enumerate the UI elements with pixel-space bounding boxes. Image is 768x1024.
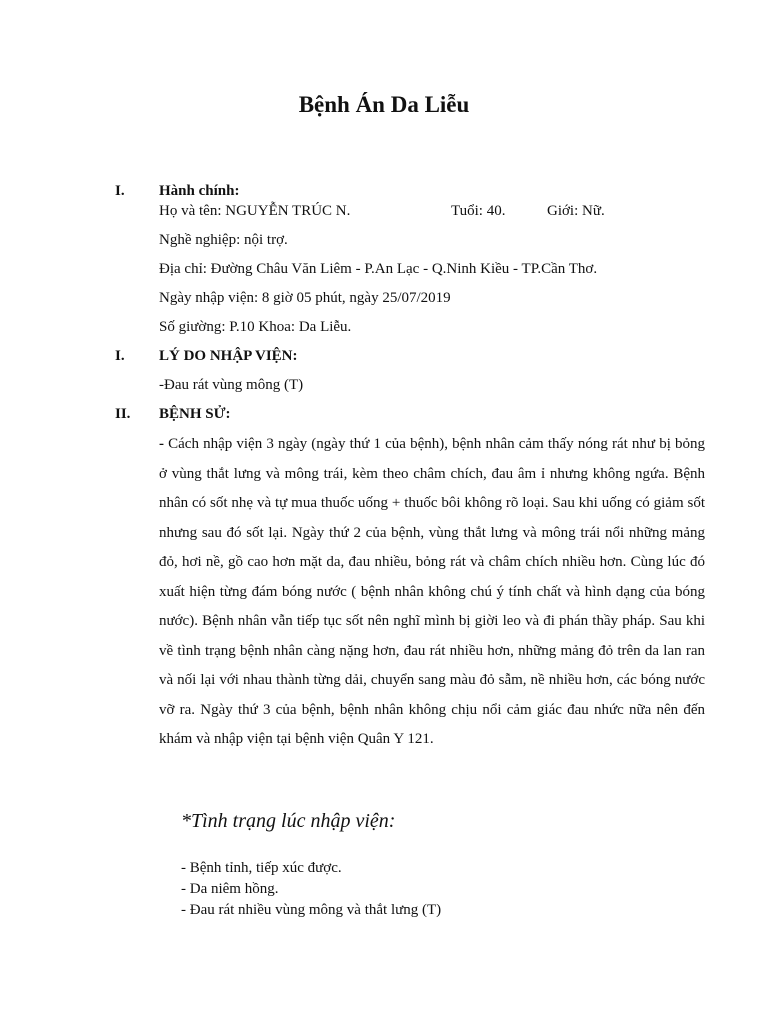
- patient-address: Địa chỉ: Đường Châu Văn Liêm - P.An Lạc - Q.Ninh Kiều - TP.Cần Thơ.: [159, 261, 598, 277]
- admission-date: Ngày nhập viện: 8 giờ 05 phút, ngày 25/07/2019: [159, 290, 451, 306]
- status-item: - Da niêm hồng.: [181, 881, 279, 897]
- bed-department: Số giường: P.10 Khoa: Da Liễu.: [159, 319, 352, 335]
- status-item: - Đau rát nhiều vùng mông và thắt lưng (T): [181, 902, 442, 918]
- section-numeral-history: II.: [115, 406, 131, 422]
- patient-name: Họ và tên: NGUYỄN TRÚC N.: [159, 203, 351, 219]
- history-paragraph: [159, 430, 705, 755]
- reason-text: -Đau rát vùng mông (T): [159, 377, 304, 393]
- section-heading-history: BỆNH SỬ:: [159, 406, 231, 422]
- patient-gender: Giới: Nữ.: [547, 203, 605, 219]
- section-heading-admin: Hành chính:: [159, 183, 240, 199]
- document-title: Bệnh Án Da Liễu: [298, 92, 470, 117]
- section-heading-reason: LÝ DO NHẬP VIỆN:: [159, 348, 298, 364]
- section-numeral-admin: I.: [115, 183, 125, 199]
- status-item: - Bệnh tỉnh, tiếp xúc được.: [181, 860, 342, 876]
- admission-status-heading: *Tình trạng lúc nhập viện:: [181, 810, 396, 832]
- history-dash: -: [159, 436, 164, 452]
- patient-occupation: Nghề nghiệp: nội trợ.: [159, 232, 288, 248]
- history-text: Cách nhập viện 3 ngày (ngày thứ 1 của bệnh), bệnh nhân cảm thấy nóng rát như bị bỏng ở vùng thắt lưng và mông trái, kèm theo châm chích, đau âm ỉ nhưng không ngứa. Bệnh nhân có sốt nhẹ và tự mua thuốc uống + thuốc bôi không rõ loại. Sau khi uống có giảm sốt nhưng sau đó sốt lại. Ngày thứ 2 của bệnh, vùng thắt lưng và mông trái nổi những mảng đỏ, hơi nề, gồ cao hơn mặt da, đau nhiều, bỏng rát và châm chích nhiều hơn. Cùng lúc đó xuất hiện từng đám bóng nước ( bệnh nhân không chú ý tính chất và hình dạng của bóng nước). Bệnh nhân vẫn tiếp tục sốt nên nghĩ mình bị giời leo và đi phán thầy pháp. Sau khi về tình trạng bệnh nhân càng nặng hơn, đau rát nhiều hơn, những mảng đỏ trên da lan ran và nối lại với nhau thành từng dải, chuyển sang màu đỏ sẫm, nề nhiều hơn, các bóng nước vỡ ra. Ngày thứ 3 của bệnh, bệnh nhân không chịu nổi cảm giác đau nhức nữa nên đến khám và nhập viện tại bệnh viện Quân Y 121.: [159, 436, 705, 747]
- patient-age: Tuổi: 40.: [451, 203, 506, 219]
- section-numeral-reason: I.: [115, 348, 125, 364]
